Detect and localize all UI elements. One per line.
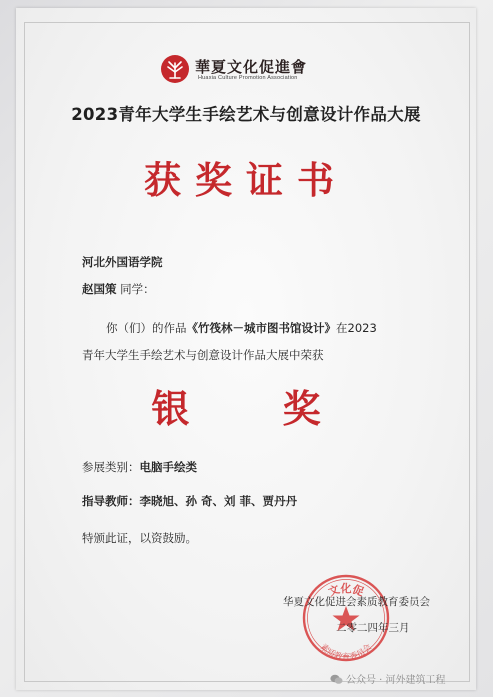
instructors-line [82, 493, 297, 509]
body-line-1 [106, 320, 377, 336]
closing-text: 特颁此证，以资鼓励。 [82, 531, 197, 545]
award-level: 银 奖 [151, 386, 361, 431]
stamp-top-text: 文化促 [326, 582, 366, 599]
body-line-2: 青年大学生手绘艺术与创意设计作品大展中荣获 [82, 348, 324, 362]
body-line1-prefix: 你（们）的作品 [106, 321, 187, 335]
watermark-text: 公众号 · 河外建筑工程 [346, 675, 446, 686]
recipient-name: 赵国策 [82, 282, 117, 296]
instructors-label: 指导教师： [82, 494, 140, 508]
category-line [82, 459, 197, 475]
recipient-line [82, 281, 155, 297]
event-title: 2023青年大学生手绘艺术与创意设计作品大展 [71, 105, 421, 124]
work-title: 《竹筏林－城市图书馆设计》 [186, 321, 336, 335]
organization-logo [160, 54, 340, 94]
red-seal-stamp [300, 572, 392, 664]
instructors-value: 李晓旭、孙 奇、刘 菲、贾丹丹 [139, 494, 298, 508]
svg-text:素质教育委员会 [318, 641, 374, 663]
recipient-suffix: 同学： [116, 282, 155, 296]
issuer-name: 华夏文化促进会素质教育委员会 [283, 596, 430, 608]
organization-english-name: Huaxia Culture Promotion Association [198, 75, 298, 81]
wechat-watermark [330, 671, 446, 686]
stamp-bottom-text: 素质教育委员会 [317, 642, 375, 663]
category-label: 参展类别： [82, 460, 140, 474]
school-name: 河北外国语学院 [82, 255, 163, 269]
issue-date: 二零二四年三月 [336, 622, 410, 634]
certificate-title: 获奖证书 [144, 158, 348, 202]
category-value: 电脑手绘类 [139, 460, 197, 474]
body-line1-suffix: 在2023 [336, 321, 377, 335]
organization-name: 華夏文化促進會 [195, 58, 308, 76]
tree-emblem-icon [160, 54, 190, 84]
wechat-icon [330, 674, 343, 685]
